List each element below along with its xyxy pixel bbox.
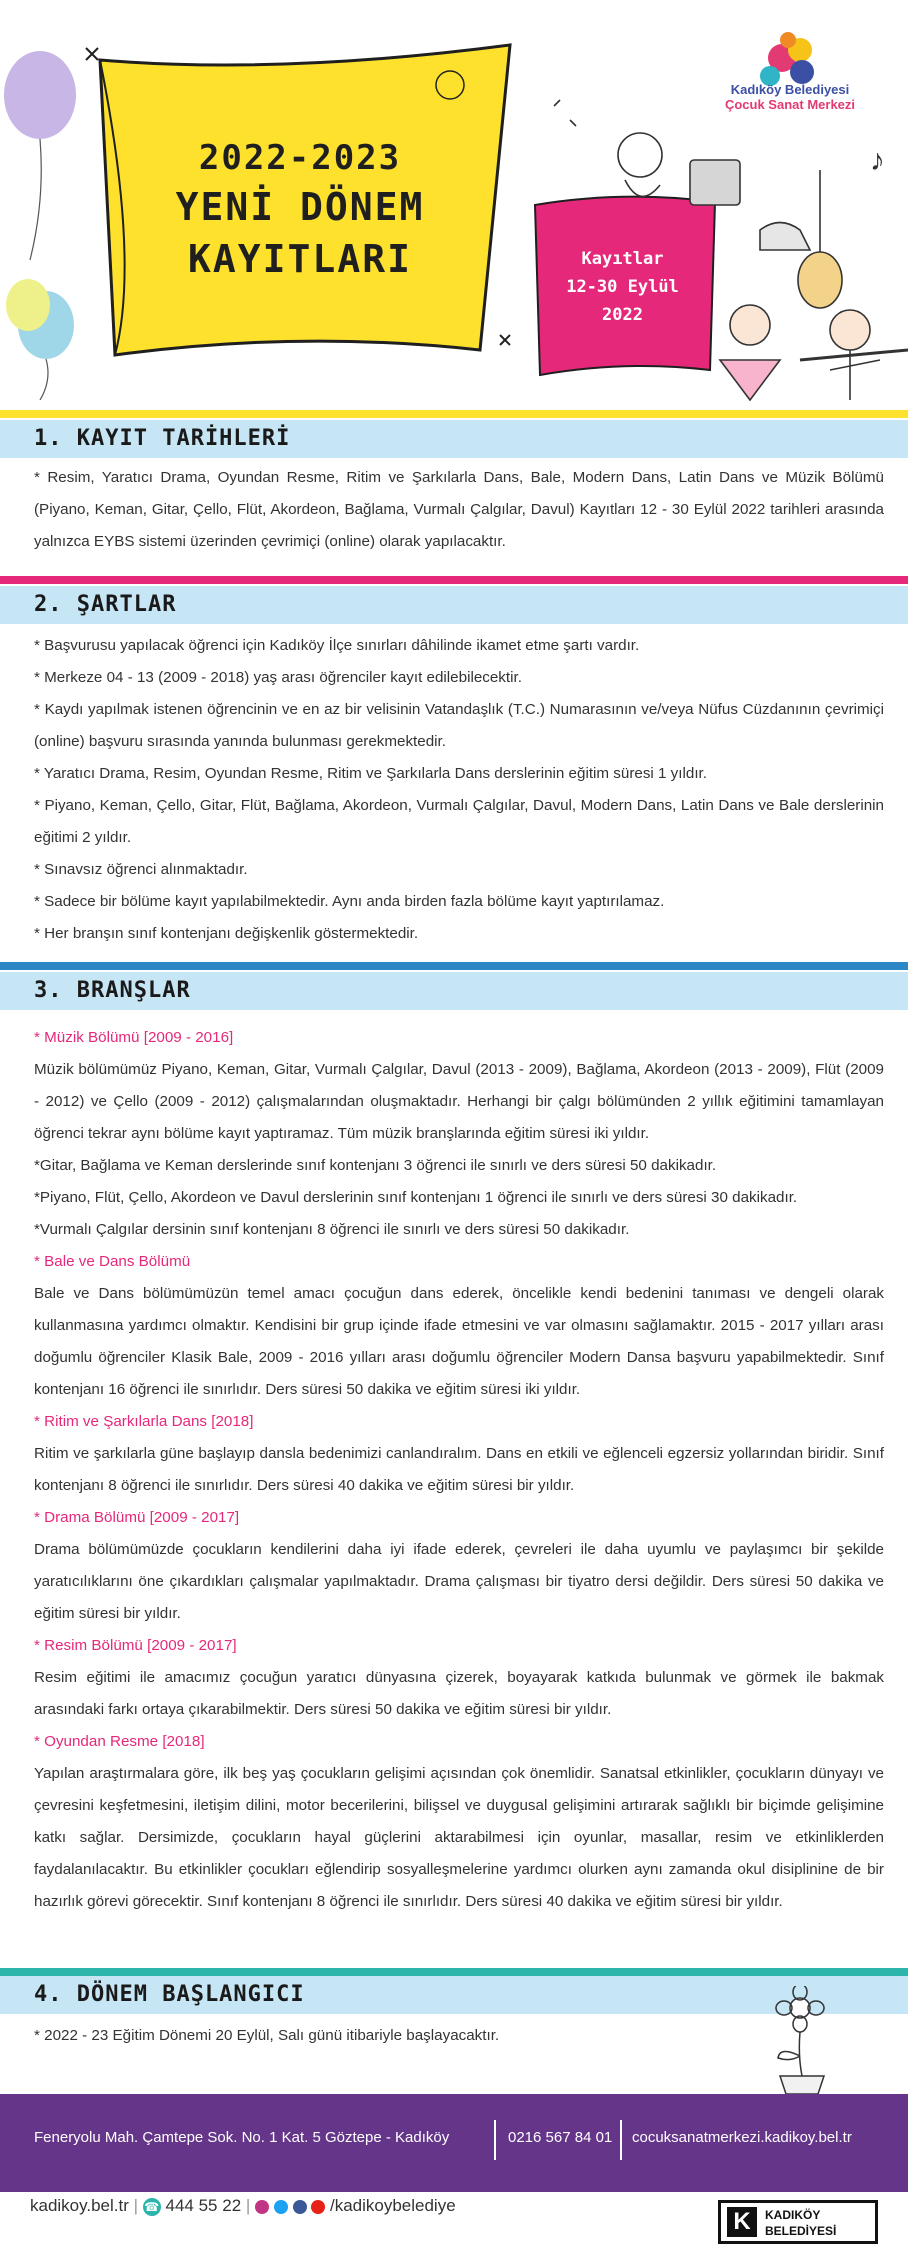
ballet-heading: * Bale ve Dans Bölümü: [34, 1253, 191, 1270]
drama-paragraph: Drama bölümümüzde çocukların kendilerini daha iyi ifade ederek, çevreleri ile daha uyumlu ve paylaşımcı bir şekilde yaratıcılıklarını öne çıkardıkları çalışmalar yapılmaktadır. Drama çalışması bir tiyatro dersi değildir. Ders süresi 50 dakika ve eğitim süresi bir yıldır.: [34, 1541, 884, 1622]
reg-dates: 12-30 Eylül: [566, 277, 679, 297]
title-years: 2022-2023: [198, 138, 402, 178]
page-title: [120, 135, 480, 285]
ballet-paragraph: Bale ve Dans bölümümüzün temel amacı çocuğun dans ederek, öncelikle kendi bedenini tanıması ve dengeli olarak kullanmasına yardımcı olmaktır. Kendisini bir grup içinde ifade etmesini ve var olmasını sağlamaktır. 2015 - 2017 yılları arası doğumlu öğrenciler Klasik Bale, 2009 - 2016 yılları arası doğumlu öğrenciler Modern Dansa başvuru yapabilmektedir. Sınıf kontenjanı 16 öğrenci ile sınırlıdır. Ders süresi 50 dakika ve eğitim süresi iki yıldır.: [34, 1285, 884, 1398]
list-item: * Her branşın sınıf kontenjanı değişkenlik göstermektedir.: [34, 925, 419, 942]
divider: |: [245, 2196, 256, 2215]
list-item: * Kaydı yapılmak istenen öğrencinin ve en az bir velisinin Vatandaşlık (T.C.) Numarasının ve/veya Nüfus Cüzdanının çevrimiçi (online) başvuru sırasında yanında bulunması gerekmektedir.: [34, 701, 884, 750]
instagram-icon[interactable]: [255, 2200, 269, 2214]
section-1-content: [34, 462, 884, 558]
yellow-divider: [0, 410, 908, 418]
painting-heading: * Resim Bölümü [2009 - 2017]: [34, 1637, 237, 1654]
music-paragraph: Müzik bölümümüz Piyano, Keman, Gitar, Vurmalı Çalgılar, Davul (2013 - 2009), Bağlama, Akordeon (2013 - 2009), Flüt (2009 - 2012) ve Çello (2009 - 2012) çalışmalarından oluşmaktadır. Herhangi bir çalgı bölümünden 2 yıllık eğitimini tamamlayan öğrenci tekrar aynı bölüme kayıt yaptıramaz. Tüm müzik branşlarında eğitim süresi iki yıldır.: [34, 1061, 884, 1142]
music-heading: * Müzik Bölümü [2009 - 2016]: [34, 1029, 234, 1046]
section-1-title: 1. KAYIT TARİHLERİ: [34, 426, 291, 451]
logo-line-2: Çocuk Sanat Merkezi: [724, 97, 856, 112]
list-item: * Sadece bir bölüme kayıt yapılabilmektedir. Aynı anda birden fazla bölüme kayıt yaptırılamaz.: [34, 893, 665, 910]
list-item: * Piyano, Keman, Çello, Gitar, Flüt, Bağlama, Akordeon, Vurmalı Çalgılar, Davul, Modern Dans, Latin Dans ve Bale derslerinin eğitimi 2 yıldır.: [34, 797, 884, 846]
play-to-painting-heading: * Oyundan Resme [2018]: [34, 1733, 205, 1750]
kids-instruments-illustration: [520, 60, 908, 410]
footer-address: Feneryolu Mah. Çamtepe Sok. No. 1 Kat. 5 Göztepe - Kadıköy: [34, 2129, 450, 2146]
section-4-paragraph: * 2022 - 23 Eğitim Dönemi 20 Eylül, Salı günü itibariyle başlayacaktır.: [34, 2027, 500, 2044]
footer-website[interactable]: cocuksanatmerkezi.kadikoy.bel.tr: [632, 2129, 852, 2146]
phone-icon: ☎: [144, 2199, 160, 2214]
call-center-phone[interactable]: 444 55 22: [165, 2196, 242, 2215]
painting-paragraph: Resim eğitimi ile amacımız çocuğun yaratıcı dünyasına çizerek, boyayarak katkıda bulunmak ve görmek ile bakmak arasındaki farkı ortaya çıkarabilmektir. Ders süresi 50 dakika ve eğitim süresi bir yıldır.: [34, 1669, 884, 1718]
section-4-title: 4. DÖNEM BAŞLANGICI: [34, 1982, 305, 2007]
footer-bar: [0, 2094, 908, 2192]
section-3-content: [34, 1022, 884, 1918]
twitter-icon[interactable]: [274, 2200, 288, 2214]
reg-year: 2022: [602, 305, 643, 325]
list-item: * Merkeze 04 - 13 (2009 - 2018) yaş arası öğrenciler kayıt edilebilecektir.: [34, 669, 522, 686]
divider: |: [133, 2196, 143, 2215]
footer-separator: [620, 2120, 622, 2160]
title-new-term: YENİ DÖNEM: [175, 185, 425, 229]
poster-header: [0, 0, 908, 410]
site-link[interactable]: kadikoy.bel.tr: [30, 2196, 129, 2215]
footer-separator: [494, 2120, 496, 2160]
list-item: * Sınavsız öğrenci alınmaktadır.: [34, 861, 248, 878]
section-1-paragraph: * Resim, Yaratıcı Drama, Oyundan Resme, Ritim ve Şarkılarla Dans, Bale, Modern Dans, Latin Dans ve Müzik Bölümü (Piyano, Keman, Gitar, Çello, Flüt, Akordeon, Bağlama, Vurmalı Çalgılar, Davul) Kayıtları 12 - 30 Eylül 2022 tarihleri arasında yalnızca EYBS sistemi üzerinden çevrimiçi (online) olarak yapılacaktır.: [34, 469, 884, 550]
kadikoy-belediyesi-logo: [718, 2200, 878, 2244]
youtube-icon[interactable]: [311, 2200, 325, 2214]
music-note-1: *Gitar, Bağlama ve Keman derslerinde sınıf kontenjanı 3 öğrenci ile sınırlı ve ders süresi 50 dakikadır.: [34, 1157, 717, 1174]
blue-divider: [0, 962, 908, 970]
brand-line-1: KADIKÖY: [765, 2208, 821, 2222]
rhythm-heading: * Ritim ve Şarkılarla Dans [2018]: [34, 1413, 254, 1430]
brand-line-2: BELEDİYESİ: [765, 2224, 837, 2238]
svg-text:♪: ♪: [870, 144, 885, 177]
section-2-title: 2. ŞARTLAR: [34, 592, 177, 617]
brand-text: [765, 2207, 836, 2239]
list-item: * Başvurusu yapılacak öğrenci için Kadıköy İlçe sınırları dâhilinde ikamet etme şartı vardır.: [34, 637, 640, 654]
section-3-title: 3. BRANŞLAR: [34, 978, 191, 1003]
play-to-painting-paragraph: Yapılan araştırmalara göre, ilk beş yaş çocukların gelişimi açısından çok önemlidir. Sanatsal etkinlikler, çocukların dünyayı ve çevresini keşfetmesini, iletişim dilini, motor becerilerini, bilişsel ve duygusal gelişimini artırarak sağlıklı bir biçimde gelişimine katkı sağlar. Dersimizde, çocukların hayal güçlerini aktarabilmesi için oyunlar, masallar, resim ve etkinliklerden faydalanılacaktır. Bu etkinlikler çocukları eğlendirip sosyalleşmelerine yardımcı olurken aynı zamanda okul disiplinine de bir hazırlık görevi görecektir. Sınıf kontenjanı 8 öğrenci ile sınırlıdır. Ders süresi 40 dakika ve eğitim süresi bir yıldır.: [34, 1765, 884, 1910]
flower-pot-illustration: [740, 1986, 860, 2094]
music-note-2: *Piyano, Flüt, Çello, Akordeon ve Davul derslerinin sınıf kontenjanı 1 öğrenci ile sınırlı ve ders süresi 30 dakikadır.: [34, 1189, 798, 1206]
drama-heading: * Drama Bölümü [2009 - 2017]: [34, 1509, 240, 1526]
facebook-icon[interactable]: [293, 2200, 307, 2214]
pink-divider: [0, 576, 908, 584]
section-4-content: [34, 2020, 734, 2052]
section-2-content: [34, 630, 884, 950]
music-note-3: *Vurmalı Çalgılar dersinin sınıf kontenjanı 8 öğrenci ile sınırlı ve ders süresi 50 dakikadır.: [34, 1221, 630, 1238]
bottom-contact-line: [30, 2196, 456, 2216]
reg-label: Kayıtlar: [581, 249, 664, 269]
list-item: * Yaratıcı Drama, Resim, Oyundan Resme, Ritim ve Şarkılarla Dans derslerinin eğitim süresi 1 yıldır.: [34, 765, 707, 782]
brand-k-mark: K: [727, 2207, 757, 2237]
footer-phone[interactable]: 0216 567 84 01: [508, 2129, 613, 2146]
rhythm-paragraph: Ritim ve şarkılarla güne başlayıp dansla bedenimizi canlandıralım. Dans en etkili ve eğlenceli egzersiz yollarından biridir. Sınıf kontenjanı 8 öğrenci ile sınırlıdır. Ders süresi 40 dakika ve eğitim süresi bir yıldır.: [34, 1445, 884, 1494]
teal-divider: [0, 1968, 908, 1976]
logo-line-1: Kadıköy Belediyesi: [730, 82, 850, 97]
title-registrations: KAYITLARI: [188, 237, 412, 281]
social-handle[interactable]: /kadikoybelediye: [329, 2196, 456, 2215]
